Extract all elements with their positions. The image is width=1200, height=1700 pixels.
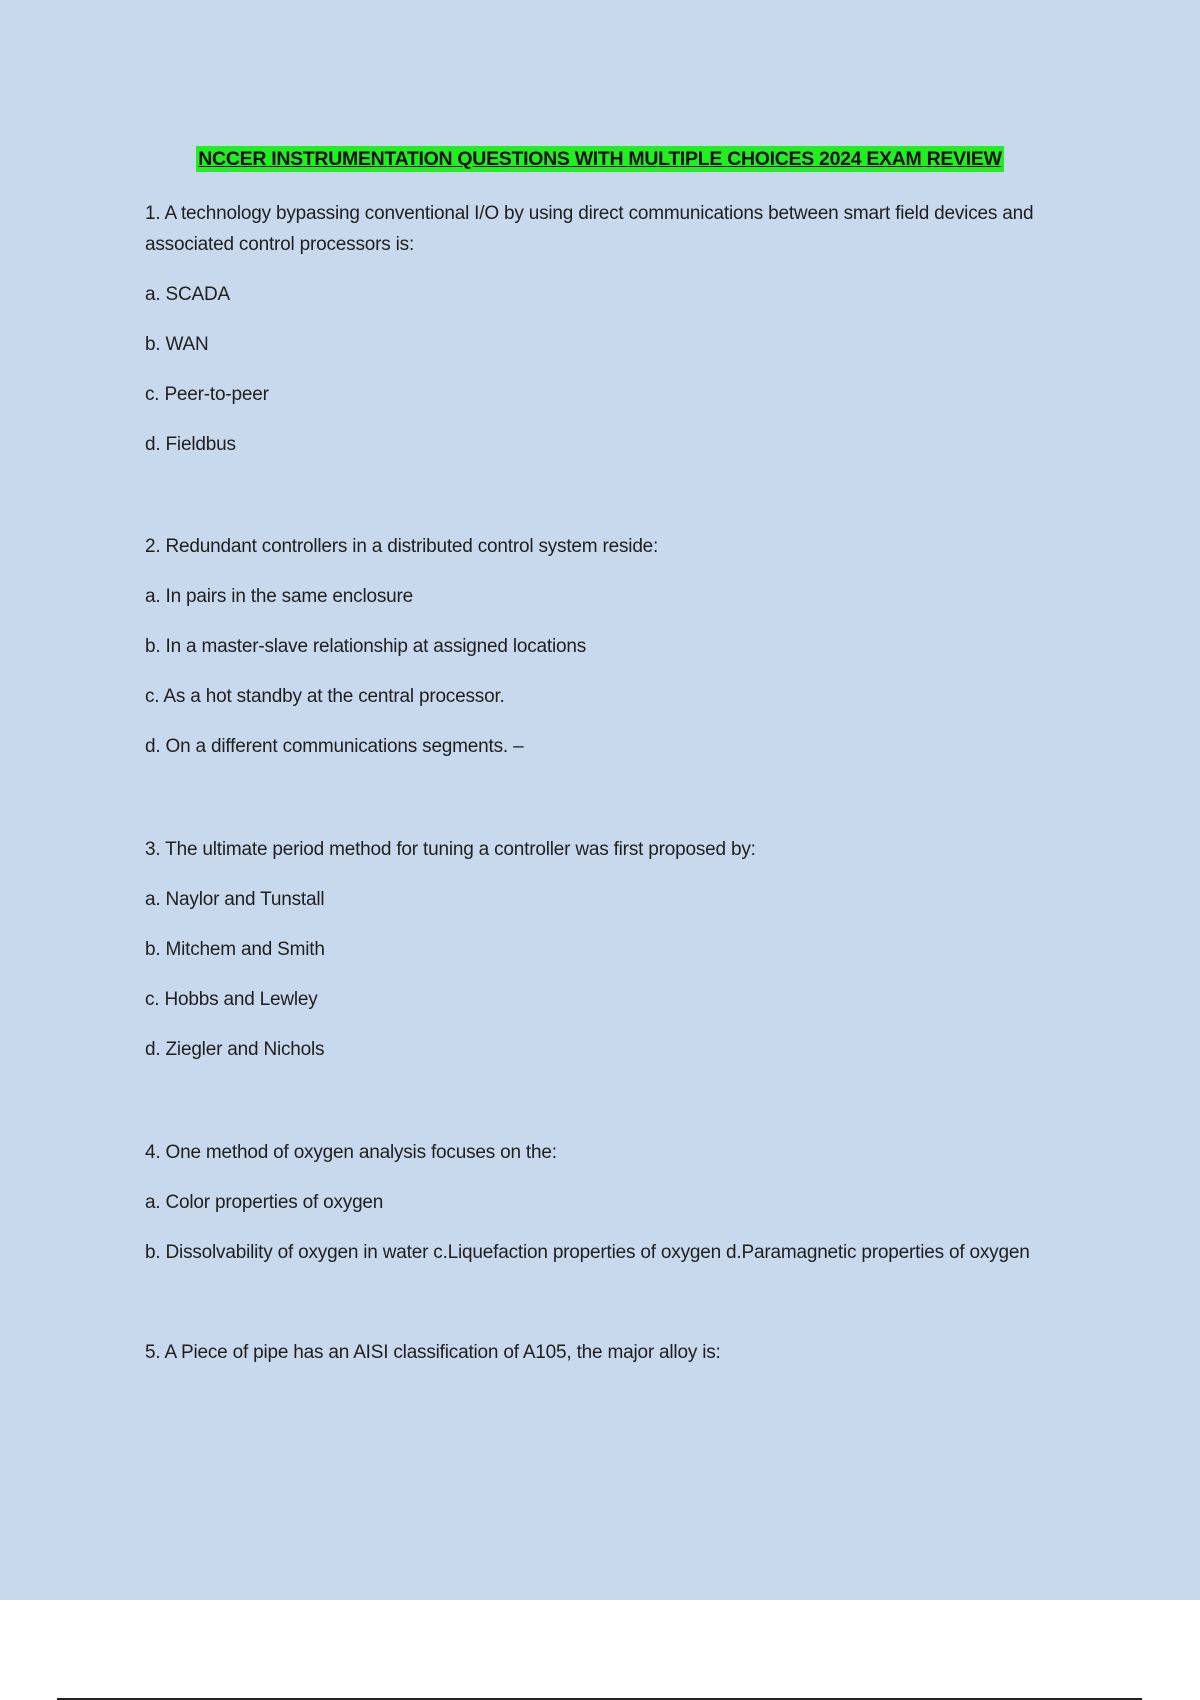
question-text: 5. A Piece of pipe has an AISI classification of A105, the major alloy is: [145,1342,721,1363]
question-text: 2. Redundant controllers in a distributed control system reside: [145,536,659,557]
question-list [145,198,1090,1387]
option-a: a. In pairs in the same enclosure [145,586,413,607]
spacer [145,1084,1090,1137]
question-4 [145,1137,1090,1268]
spacer [145,1287,1090,1337]
question-3 [145,834,1090,1065]
option-c: c. Peer-to-peer [145,384,269,405]
option-a: a. Color properties of oxygen [145,1192,384,1213]
option-a: a. Naylor and Tunstall [145,889,325,910]
option-b: b. Dissolvability of oxygen in water c.Liquefaction properties of oxygen d.Paramagnetic properties of oxygen [145,1242,1030,1263]
document-title: NCCER INSTRUMENTATION QUESTIONS WITH MULTIPLE CHOICES 2024 EXAM REVIEW [198,148,1002,170]
question-text: 4. One method of oxygen analysis focuses on the: [145,1142,557,1163]
option-b: b. In a master-slave relationship at assigned locations [145,636,587,657]
spacer [145,781,1090,834]
title-container [0,146,1200,172]
question-text: 1. A technology bypassing conventional I/O by using direct communications between smart field devices and associated control processors is: [145,203,1034,255]
spacer [145,479,1090,531]
option-c: c. As a hot standby at the central processor. [145,686,505,707]
option-d: d. On a different communications segments. – [145,736,524,757]
option-b: b. Mitchem and Smith [145,939,325,960]
question-2 [145,531,1090,762]
option-d: d. Ziegler and Nichols [145,1039,325,1060]
option-a: a. SCADA [145,284,230,305]
question-1 [145,198,1090,460]
option-d: d. Fieldbus [145,434,236,455]
option-b: b. WAN [145,334,209,355]
question-5 [145,1337,1090,1368]
option-c: c. Hobbs and Lewley [145,989,318,1010]
question-text: 3. The ultimate period method for tuning a controller was first proposed by: [145,839,756,860]
